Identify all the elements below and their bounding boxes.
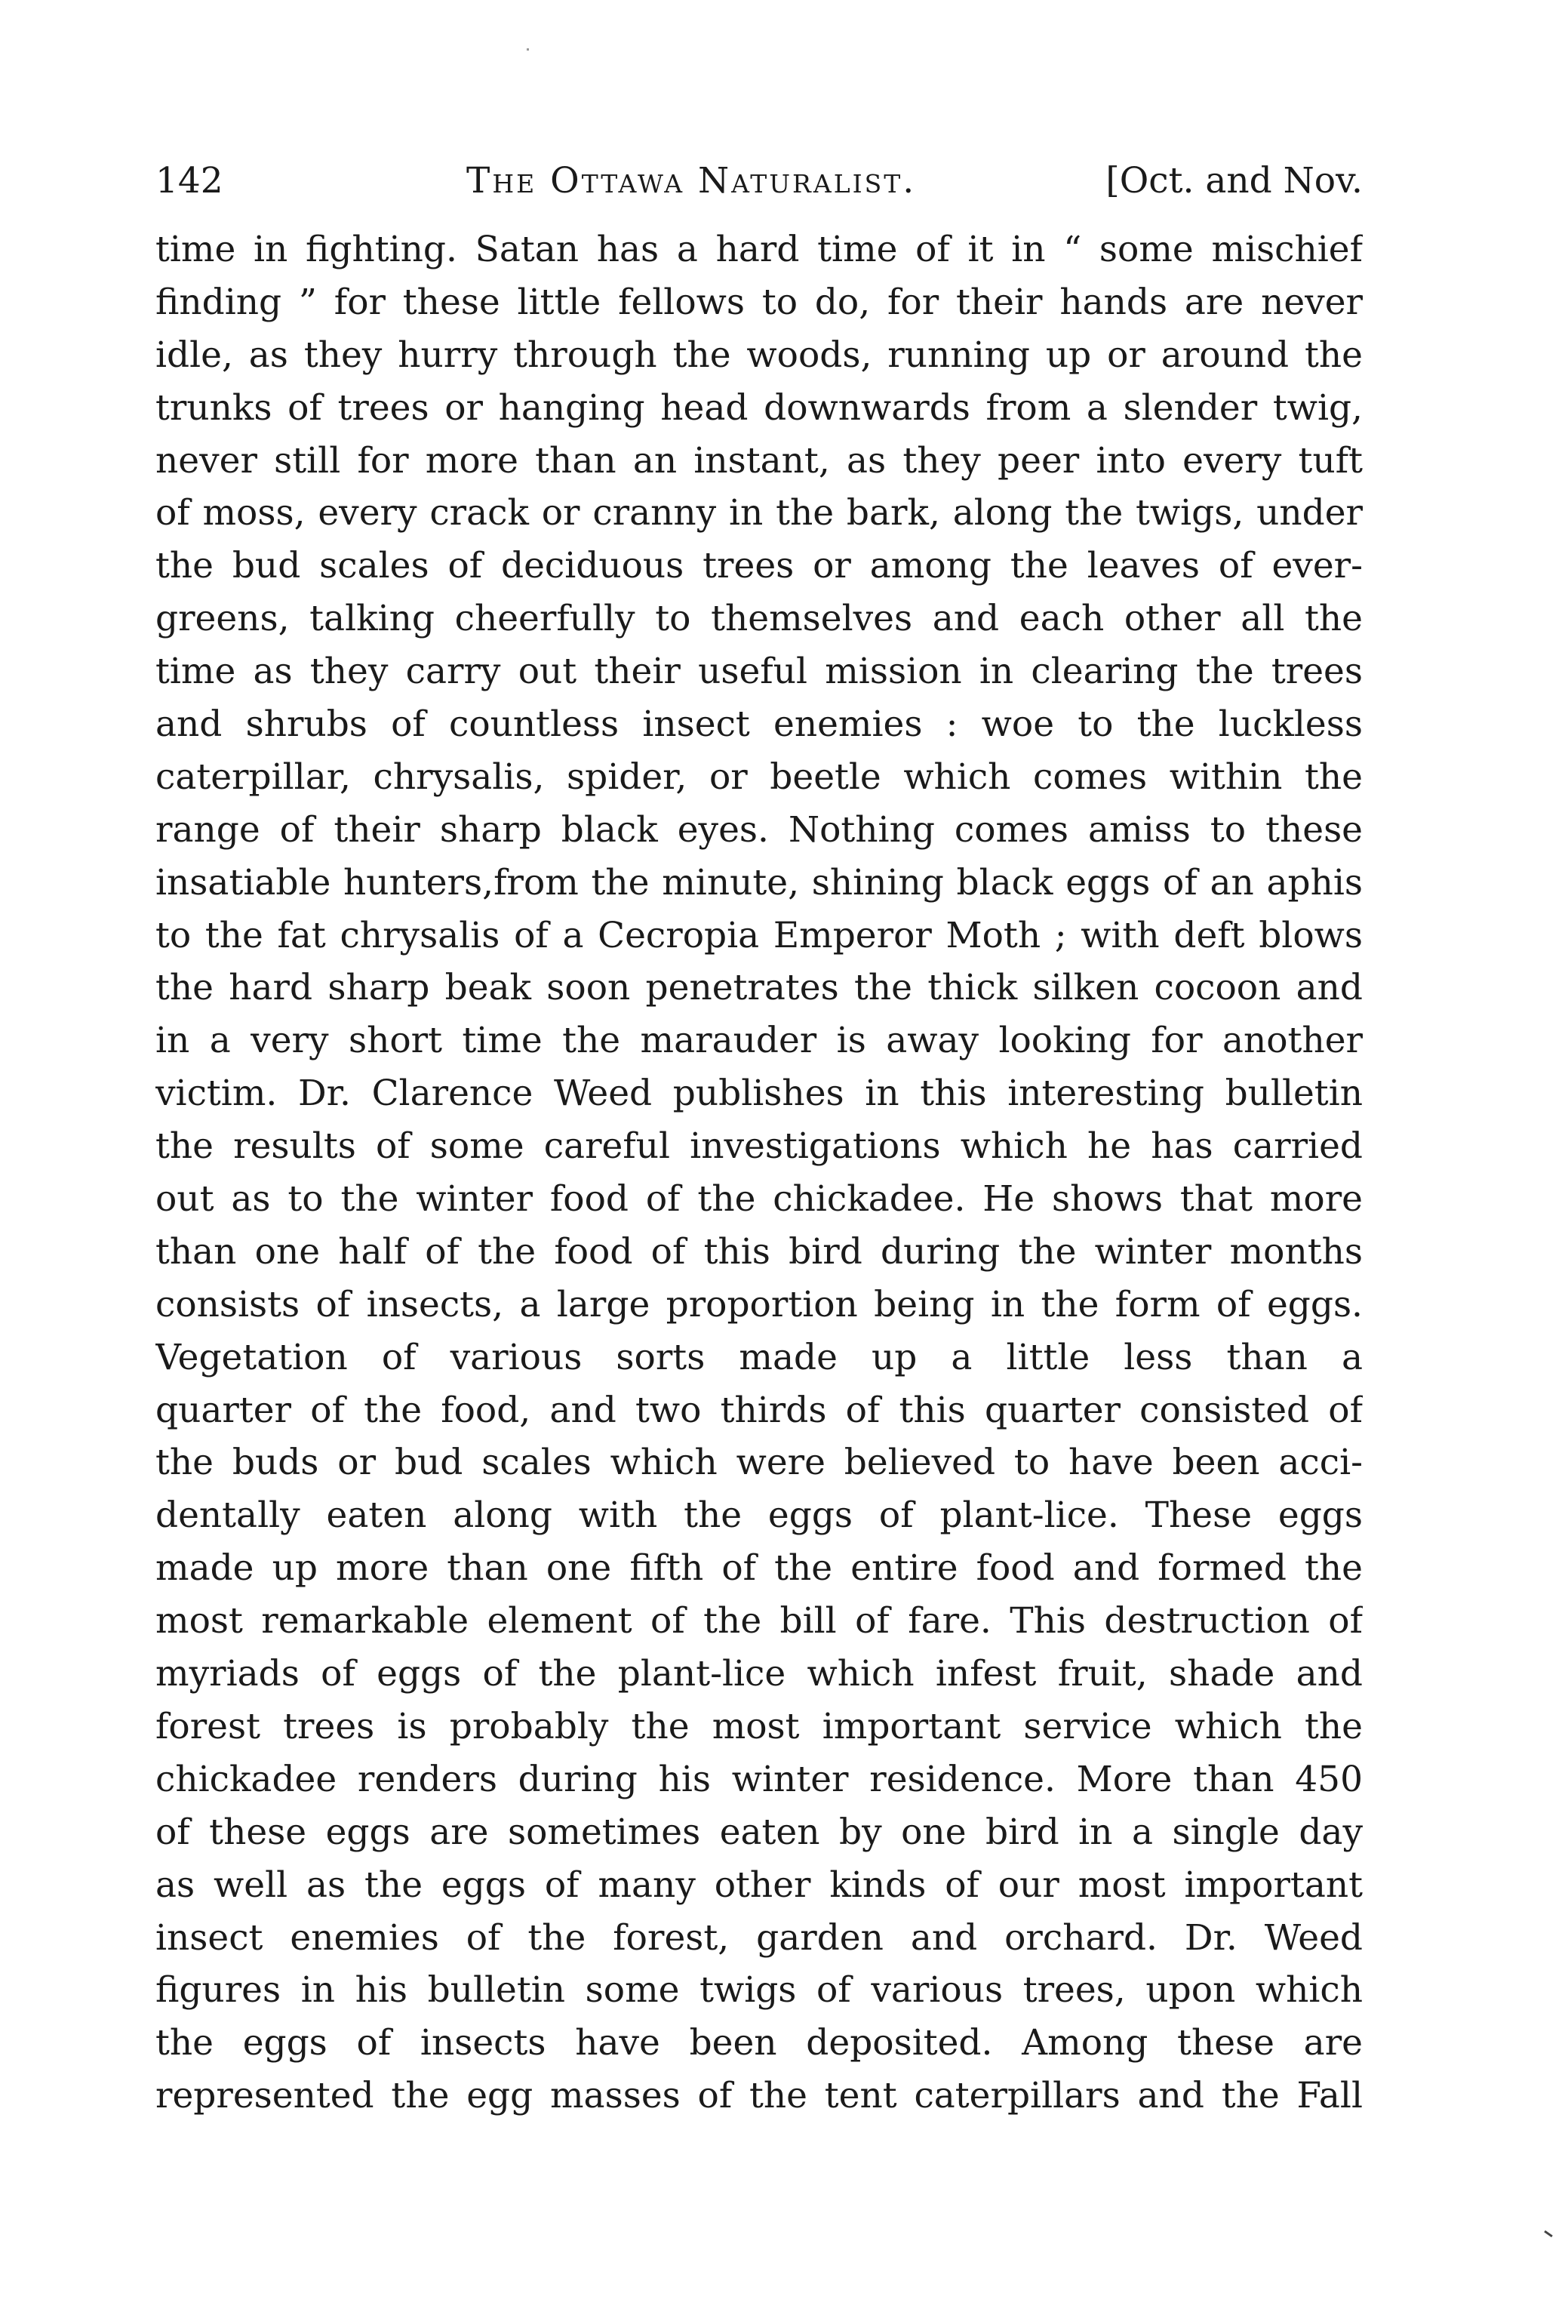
text-line: consists of insects, a large proportion being in the form of eggs. xyxy=(155,1283,1363,1325)
text-line: represented the egg masses of the tent caterpillars and the Fall xyxy=(155,2075,1363,2117)
text-line: and shrubs of countless insect enemies : woe to the luckless xyxy=(155,703,1363,746)
text-line: out as to the winter food of the chickadee. He shows that more xyxy=(155,1178,1363,1220)
text-line: chickadee renders during his winter residence. More than 450 xyxy=(155,1758,1363,1800)
text-line: made up more than one fifth of the entire food and formed the xyxy=(155,1547,1363,1590)
scan-mark xyxy=(1544,2230,1553,2237)
text-line: greens, talking cheerfully to themselves and each other all the xyxy=(155,598,1363,640)
text-line: than one half of the food of this bird during the winter months xyxy=(155,1230,1363,1273)
text-line: the buds or bud scales which were believed to have been acci- xyxy=(155,1442,1363,1484)
text-line: Vegetation of various sorts made up a little less than a xyxy=(155,1336,1363,1378)
text-line: figures in his bulletin some twigs of various trees, upon which xyxy=(155,1969,1363,2012)
text-line: forest trees is probably the most important service which the xyxy=(155,1705,1363,1747)
text-line: the results of some careful investigations which he has carried xyxy=(155,1125,1363,1168)
text-line: insatiable hunters,from the minute, shining black eggs of an aphis xyxy=(155,861,1363,903)
text-line: never still for more than an instant, as they peer into every tuft xyxy=(155,439,1363,482)
body-text xyxy=(155,223,1363,2117)
page-number: 142 xyxy=(155,160,223,202)
text-line: to the fat chrysalis of a Cecropia Emperor Moth ; with deft blows xyxy=(155,914,1363,956)
text-line: time in fighting. Satan has a hard time of it in “ some mischief xyxy=(155,229,1363,270)
text-line: trunks of trees or hanging head downwards from a slender twig, xyxy=(155,386,1363,429)
text-line: the eggs of insects have been deposited. Among these are xyxy=(155,2022,1363,2064)
text-line: of moss, every crack or cranny in the bark, along the twigs, under xyxy=(155,492,1363,534)
text-line: finding ” for these little fellows to do, for their hands are never xyxy=(155,281,1363,323)
text-line: caterpillar, chrysalis, spider, or beetle which comes within the xyxy=(155,756,1363,798)
journal-title: The Ottawa Naturalist. xyxy=(466,160,917,202)
text-line: insect enemies of the forest, garden and orchard. Dr. Weed xyxy=(155,1916,1363,1959)
text-line: dentally eaten along with the eggs of plant-lice. These eggs xyxy=(155,1494,1363,1537)
text-line: as well as the eggs of many other kinds of our most important xyxy=(155,1864,1363,1906)
text-line: in a very short time the marauder is away looking for another xyxy=(155,1020,1363,1062)
text-line: most remarkable element of the bill of fare. This destruction of xyxy=(155,1600,1363,1642)
issue-date: [Oct. and Nov. xyxy=(1105,160,1363,202)
text-line: quarter of the food, and two thirds of this quarter consisted of xyxy=(155,1389,1363,1431)
text-line: of these eggs are sometimes eaten by one bird in a single day xyxy=(155,1811,1363,1853)
text-line: myriads of eggs of the plant-lice which infest fruit, shade and xyxy=(155,1653,1363,1695)
text-line: idle, as they hurry through the woods, running up or around the xyxy=(155,334,1363,376)
scan-speck xyxy=(527,48,529,51)
text-line: time as they carry out their useful mission in clearing the trees xyxy=(155,651,1363,693)
running-head xyxy=(155,151,1363,211)
text-line: the hard sharp beak soon penetrates the thick silken cocoon and xyxy=(155,967,1363,1009)
text-line: victim. Dr. Clarence Weed publishes in this interesting bulletin xyxy=(155,1073,1363,1115)
text-line: the bud scales of deciduous trees or among the leaves of ever- xyxy=(155,545,1363,587)
text-line: range of their sharp black eyes. Nothing comes amiss to these xyxy=(155,808,1363,851)
